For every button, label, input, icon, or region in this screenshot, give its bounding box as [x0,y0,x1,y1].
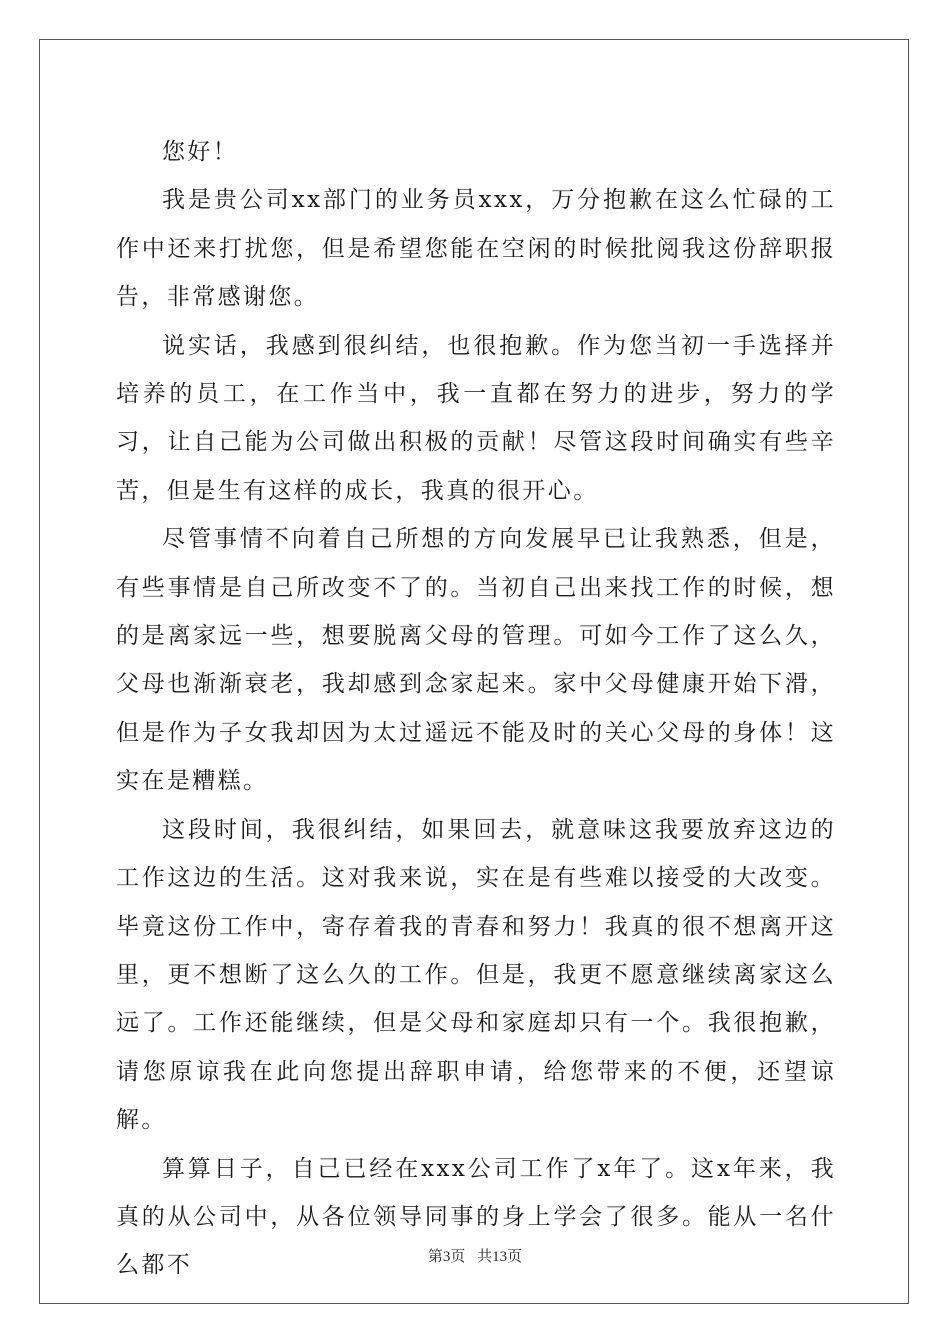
paragraph-greeting: 您好！ [162,139,239,165]
document-body [116,128,836,1290]
paragraph-2: 说实话，我感到很纠结，也很抱歉。作为您当初一手选择并培养的员工，在工作当中，我一直都在努力的进步，努力的学习，让自己能为公司做出积极的贡献！尽管这段时间确实有些辛苦，但是生有这样的成长，我真的很开心。 [116,332,836,504]
paragraph-3: 尽管事情不向着自己所想的方向发展早已让我熟悉，但是，有些事情是自己所改变不了的。当初自己出来找工作的时候，想的是离家远一些，想要脱离父母的管理。可如今工作了这么久，父母也渐渐衰老，我却感到念家起来。家中父母健康开始下滑，但是作为子女我却因为太过遥远不能及时的关心父母的身体！这实在是糟糕。 [116,526,836,795]
paragraph-5: 算算日子，自己已经在xxx公司工作了x年了。这x年来，我真的从公司中，从各位领导同事的身上学会了很多。能从一名什么都不 [116,1155,836,1279]
page-number-total: 共13页 [477,1249,523,1265]
page-number-current: 第3页 [427,1249,466,1265]
paragraph-4: 这段时间，我很纠结，如果回去，就意味这我要放弃这边的工作这边的生活。这对我来说，实在是有些难以接受的大改变。毕竟这份工作中，寄存着我的青春和努力！我真的很不想离开这里，更不想断了这么久的工作。但是，我更不愿意继续离家这么远了。工作还能继续，但是父母和家庭却只有一个。我很抱歉，请您原谅我在此向您提出辞职申请，给您带来的不便，还望谅解。 [116,816,836,1134]
paragraph-1: 我是贵公司xx部门的业务员xxx，万分抱歉在这么忙碌的工作中还来打扰您，但是希望您能在空闲的时候批阅我这份辞职报告，非常感谢您。 [116,187,836,311]
page-footer [0,1245,950,1266]
